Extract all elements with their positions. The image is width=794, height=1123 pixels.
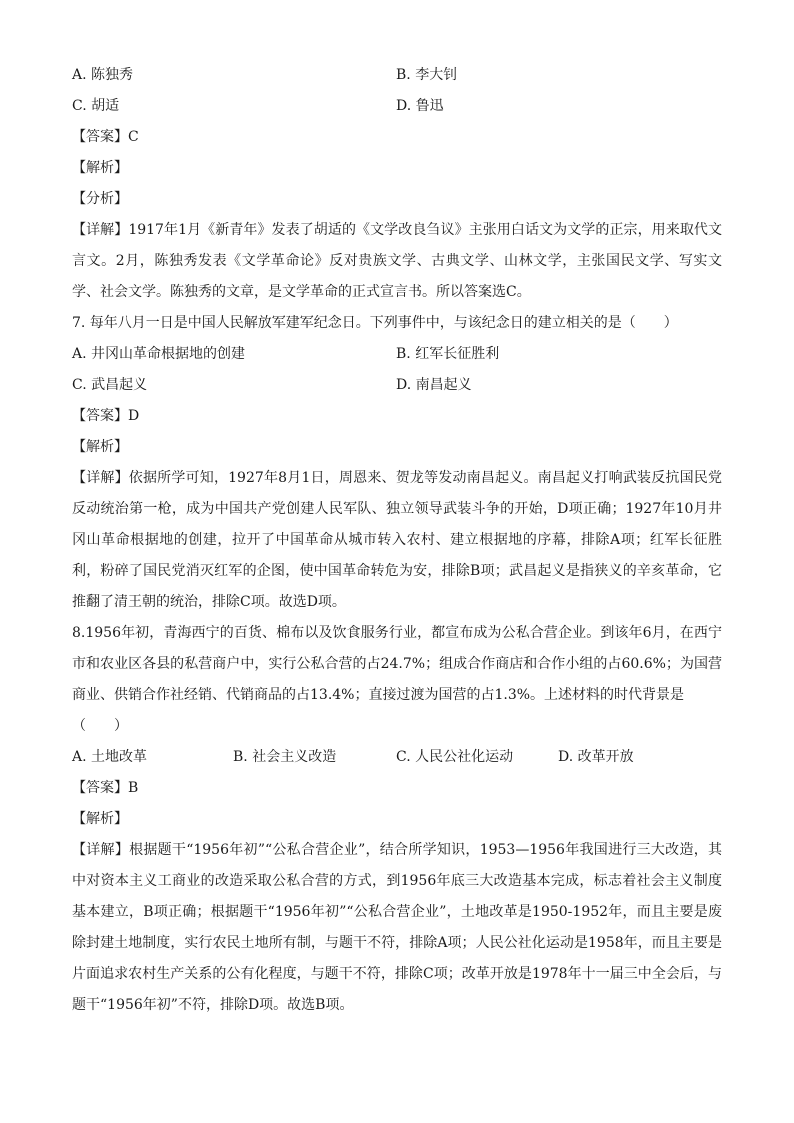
q7-stem: 7. 每年八月一日是中国人民解放军建军纪念日。下列事件中，与该纪念日的建立相关的是（ ） (72, 315, 678, 331)
q8-detail: 【详解】根据题干“1956年初”“公私合营企业”，结合所学知识，1953—1956年我国进行三大改造，其中对资本主义工商业的改造采取公私合营的方式，到1956年底三大改造基本完成，标志着社会主义制度基本建立，B项正确；根据题干“1956年初”“公私合营企业”，土地改革是1950-1952年，而且主要是废除封建土地制度，实行农民土地所有制，与题干不符，排除A项；人民公社化运动是1958年，而且主要是片面追求农村生产关系的公有化程度，与题干不符，排除C项；改革开放是1978年十一届三中全会后，与题干“1956年初”不符，排除D项。故选B项。 (72, 842, 722, 1013)
q7-option-b: B. 红军长征胜利 (396, 346, 500, 362)
q6-options-row-1 (72, 60, 722, 91)
q7-options-row-1 (72, 339, 722, 370)
q6-answer: 【答案】C (72, 129, 139, 145)
q7-analysis-label: 【解析】 (72, 439, 128, 455)
q8-option-a: A. 土地改革 (72, 749, 148, 765)
q8-option-d: D. 改革开放 (558, 749, 634, 765)
q7-option-c: C. 武昌起义 (72, 377, 148, 393)
document-page (72, 60, 722, 1021)
q6-fenxi-label: 【分析】 (72, 191, 128, 207)
q6-option-a: A. 陈独秀 (72, 67, 134, 83)
q6-option-b: B. 李大钊 (396, 67, 458, 83)
q8-analysis-label: 【解析】 (72, 811, 128, 827)
q6-options-row-2 (72, 91, 722, 122)
q7-answer: 【答案】D (72, 408, 140, 424)
q7-option-d: D. 南昌起义 (396, 377, 472, 393)
q6-detail: 【详解】1917年1月《新青年》发表了胡适的《文学改良刍议》主张用白话文为文学的正宗，用来取代文言文。2月，陈独秀发表《文学革命论》反对贵族文学、古典文学、山林文学，主张国民文学、写实文学、社会文学。陈独秀的文章，是文学革命的正式宣言书。所以答案选C。 (72, 222, 722, 300)
q7-detail: 【详解】依据所学可知，1927年8月1日，周恩来、贺龙等发动南昌起义。南昌起义打响武装反抗国民党反动统治第一枪，成为中国共产党创建人民军队、独立领导武装斗争的开始，D项正确；1927年10月井冈山革命根据地的创建，拉开了中国革命从城市转入农村、建立根据地的序幕，排除A项；红军长征胜利，粉碎了国民党消灭红军的企图，使中国革命转危为安，排除B项；武昌起义是指狭义的辛亥革命，它推翻了清王朝的统治，排除C项。故选D项。 (72, 470, 722, 610)
q8-answer: 【答案】B (72, 780, 139, 796)
q8-option-c: C. 人民公社化运动 (396, 749, 514, 765)
q8-stem: 8.1956年初，青海西宁的百货、棉布以及饮食服务行业，都宣布成为公私合营企业。到该年6月，在西宁市和农业区各县的私营商户中，实行公私合营的占24.7%；组成合作商店和合作小组的占60.6%；为国营商业、供销合作社经销、代销商品的占13.4%；直接过渡为国营的占1.3%。上述材料的时代背景是 (72, 625, 722, 703)
q8-options-row (72, 742, 722, 773)
q6-option-d: D. 鲁迅 (396, 98, 444, 114)
q8-bracket: （ ） (72, 718, 128, 734)
q7-options-row-2 (72, 370, 722, 401)
q6-analysis-label: 【解析】 (72, 160, 128, 176)
q8-option-b: B. 社会主义改造 (233, 749, 337, 765)
q6-option-c: C. 胡适 (72, 98, 120, 114)
q7-option-a: A. 井冈山革命根据地的创建 (72, 346, 246, 362)
